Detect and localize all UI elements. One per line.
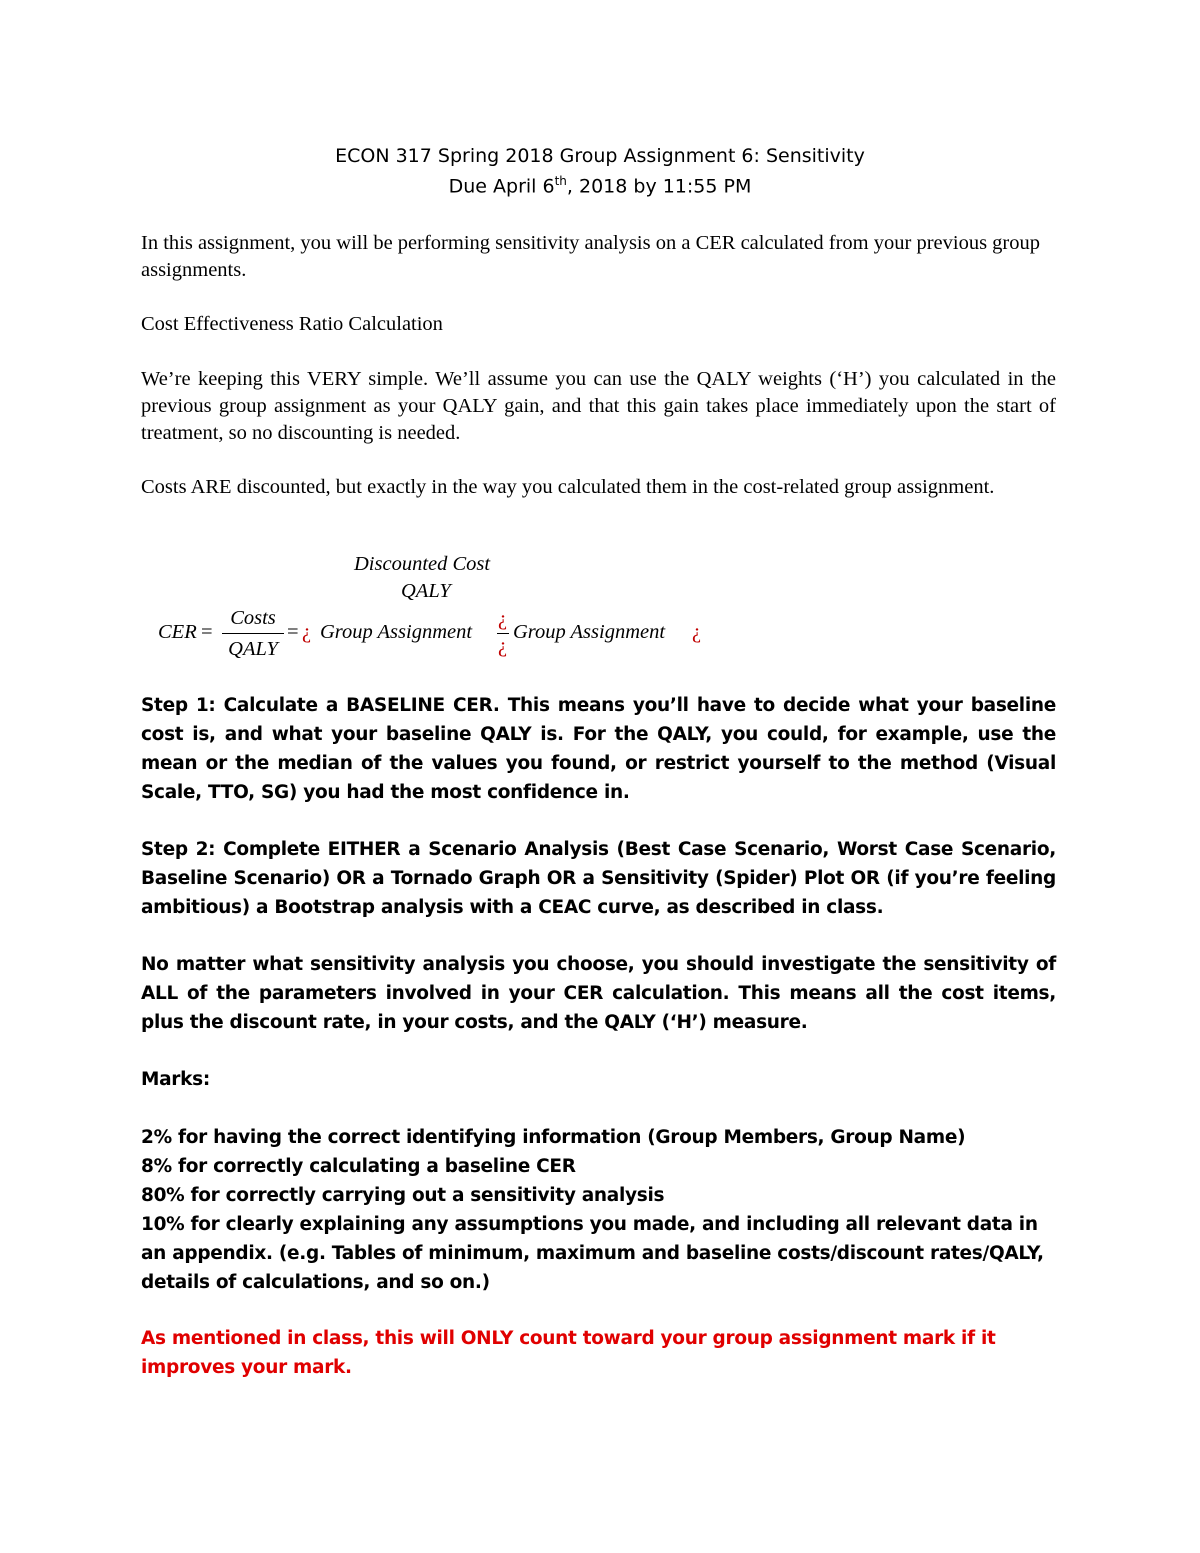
equation-mark-end: ¿ <box>692 621 702 643</box>
intro-paragraph: In this assignment, you will be performing sensitivity analysis on a CER calculated from your previous group assignments. <box>141 232 1040 281</box>
fraction-bar <box>222 633 284 634</box>
no-matter-paragraph: No matter what sensitivity analysis you choose, you should investigate the sensitivity of ALL of the parameters involved in your CER calculation. This means all the cost items, plus the discount rate, in your costs, and the QALY (‘H’) measure. <box>141 954 1056 1033</box>
equation-top-numerator: Discounted Cost <box>354 553 491 575</box>
due-date-superscript: th <box>554 174 567 188</box>
costs-paragraph: Costs ARE discounted, but exactly in the way you calculated them in the cost-related group assignment. <box>141 476 995 498</box>
equation-equals-2: = <box>287 621 299 643</box>
marks-item: 10% for clearly explaining any assumptions you made, and including all relevant data in an appendix. (e.g. Tables of minimum, maximum and baseline costs/discount rates/QALY, details of calculations, and so on.) <box>141 1214 1044 1293</box>
equation-mark-1: ¿ <box>302 621 312 643</box>
step-2-paragraph <box>141 835 1056 922</box>
fraction-numerator: Costs <box>230 607 276 629</box>
title-line-1: ECON 317 Spring 2018 Group Assignment 6: Sensitivity <box>335 145 865 167</box>
step-1-text: Calculate a BASELINE CER. This means you’ll have to decide what your baseline cost is, and what your baseline QALY is. For the QALY, you could, for example, use the mean or the median of the values you found, or restrict yourself to the method (Visual Scale, TTO, SG) you had the most confidence in. <box>141 695 1056 803</box>
step-2-text: Complete EITHER a Scenario Analysis (Best Case Scenario, Worst Case Scenario, Baseline Scenario) OR a Tornado Graph OR a Sensitivity (Spider) Plot OR (if you’re feeling ambitious) a Bootstrap analysis with a CEAC curve, as described in class. <box>141 839 1056 918</box>
marks-list <box>141 1123 1056 1297</box>
title-line-2 <box>140 174 1060 197</box>
equation-mark-bottom: ¿ <box>498 635 508 657</box>
equation-group-2: Group Assignment <box>513 621 666 643</box>
step-1-label: Step 1: <box>141 695 216 716</box>
equation-mark-top: ¿ <box>498 608 508 630</box>
marks-item: 8% for correctly calculating a baseline CER <box>141 1156 576 1177</box>
section-heading: Cost Effectiveness Ratio Calculation <box>141 313 443 335</box>
step-1-paragraph <box>141 691 1056 807</box>
equation-top-denominator: QALY <box>401 580 451 602</box>
fraction-denominator: QALY <box>228 638 278 660</box>
marks-item: 80% for correctly carrying out a sensitivity analysis <box>141 1185 665 1206</box>
due-date-prefix: Due April 6 <box>448 175 555 198</box>
marks-item: 2% for having the correct identifying information (Group Members, Group Name) <box>141 1127 966 1148</box>
mark-fraction-bar <box>497 633 509 634</box>
improvement-note: As mentioned in class, this will ONLY count toward your group assignment mark if it improves your mark. <box>141 1328 996 1378</box>
equation-equals: = <box>201 621 213 643</box>
qaly-paragraph: We’re keeping this VERY simple. We’ll assume you can use the QALY weights (‘H’) you calculated in the previous group assignment as your QALY gain, and that this gain takes place immediately upon the start of treatment, so no discounting is needed. <box>141 368 1056 444</box>
due-date-suffix: , 2018 by 11:55 PM <box>566 175 752 198</box>
equation-lhs: CER <box>158 621 197 643</box>
equation-group-1: Group Assignment <box>320 621 473 643</box>
step-2-label: Step 2: <box>141 839 216 860</box>
marks-heading: Marks: <box>141 1069 210 1090</box>
